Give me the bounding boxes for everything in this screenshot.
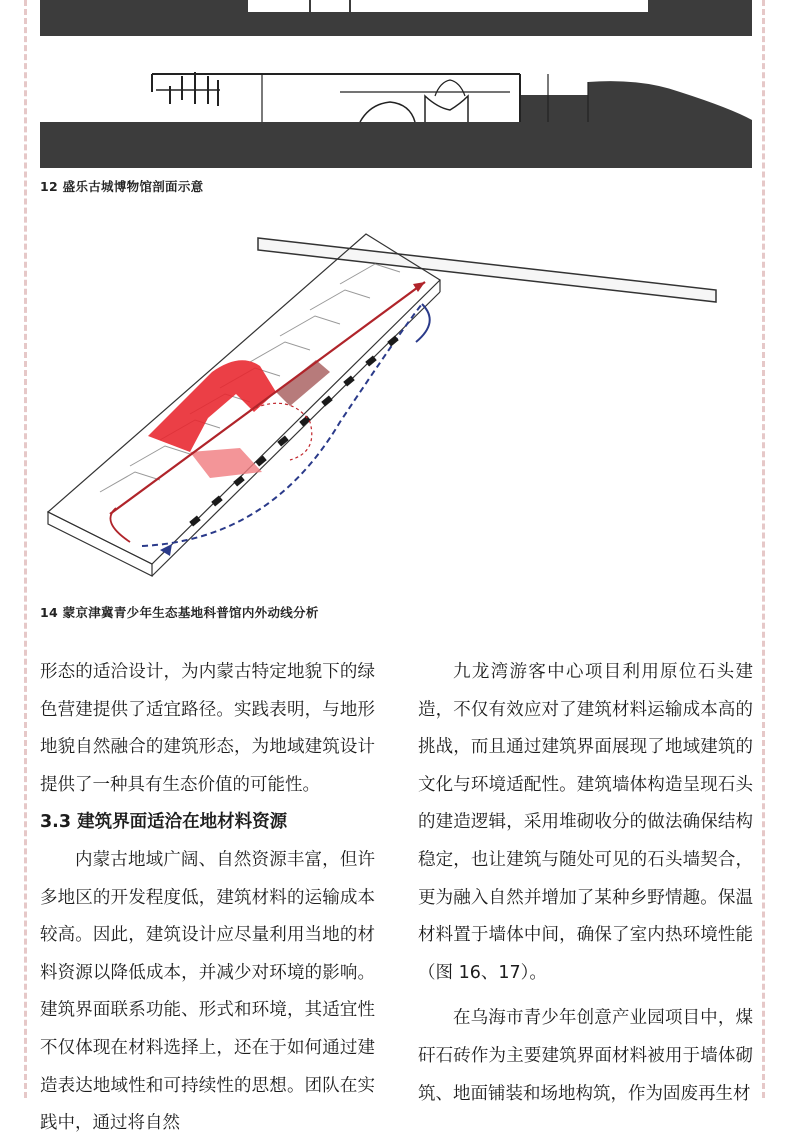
figure-12-caption: 12 盛乐古城博物馆剖面示意 [40, 179, 204, 194]
page-border-left [24, 0, 27, 1098]
figure-14-caption: 14 蒙京津冀青少年生态基地科普馆内外动线分析 [40, 605, 319, 620]
right-text-column [418, 654, 753, 1113]
right-paragraph-1: 九龙湾游客中心项目利用原位石头建造，不仅有效应对了建筑材料运输成本高的挑战，而且通过建筑界面展现了地域建筑的文化与环境适配性。建筑墙体构造呈现石头的建造逻辑，采用堆砌收分的做法确保结构稳定，也让建筑与随处可见的石头墙契合，更为融入自然并增加了某种乡野情趣。保温材料置于墙体中间，确保了室内热环境性能（图 16、17）。 [418, 662, 753, 983]
figure-14-circulation-diagram [40, 222, 752, 592]
page-border-right [762, 0, 765, 1098]
section-heading-3-3: 3.3 建筑界面适洽在地材料资源 [40, 812, 288, 833]
right-paragraph-2: 在乌海市青少年创意产业园项目中，煤矸石砖作为主要建筑界面材料被用于墙体砌筑、地面铺装和场地构筑，作为固废再生材 [418, 1008, 753, 1104]
left-paragraph-1: 形态的适洽设计，为内蒙古特定地貌下的绿色营建提供了适宜路径。实践表明，与地形地貌自然融合的建筑形态，为地域建筑设计提供了一种具有生态价值的可能性。 [40, 662, 375, 795]
left-paragraph-2: 内蒙古地域广阔、自然资源丰富，但许多地区的开发程度低，建筑材料的运输成本较高。因此，建筑设计应尽量利用当地的材料资源以降低成本，并减少对环境的影响。建筑界面联系功能、形式和环境，其适宜性不仅体现在材料选择上，还在于如何通过建造表达地域性和可持续性的思想。团队在实践中，通过将自然 [40, 849, 375, 1134]
left-text-column [40, 654, 375, 1143]
figure-12-section-drawing [40, 0, 752, 168]
